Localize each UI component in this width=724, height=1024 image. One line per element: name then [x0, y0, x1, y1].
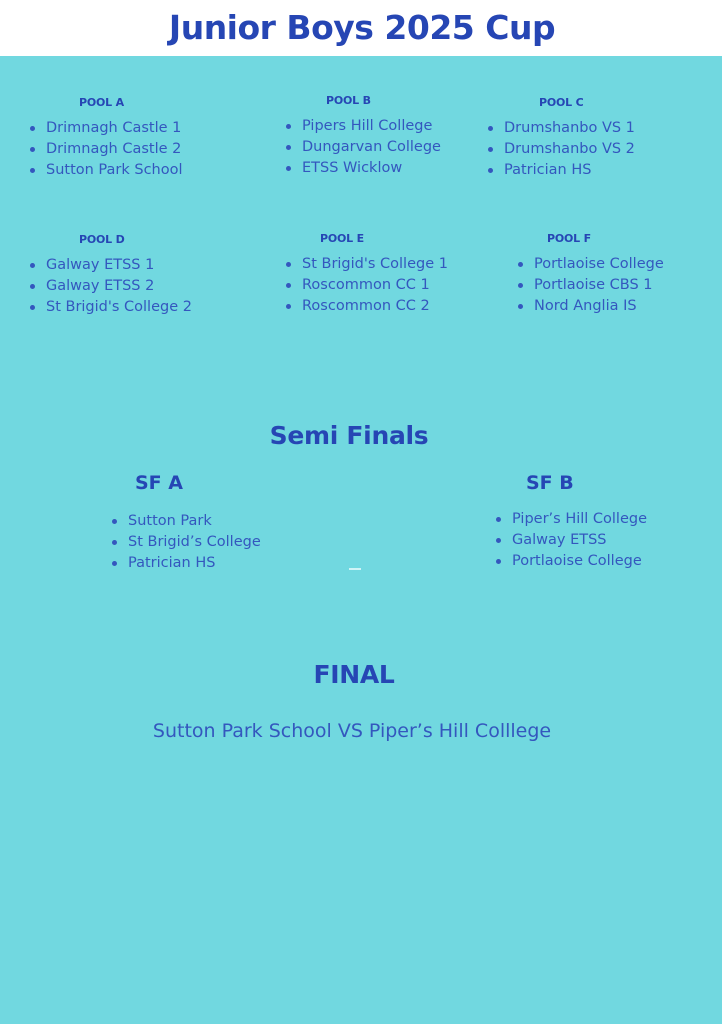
team-item: Galway ETSS [494, 530, 647, 551]
team-item: Galway ETSS 2 [28, 276, 192, 297]
sf-a-title: SF A [135, 472, 183, 494]
team-item: Drimnagh Castle 1 [28, 118, 183, 139]
sf-b-title: SF B [526, 472, 574, 494]
pool-f-teams [516, 254, 664, 317]
team-item: Patrician HS [110, 553, 261, 574]
team-item: St Brigid's College 2 [28, 297, 192, 318]
team-item: St Brigid’s College [110, 532, 261, 553]
semi-final-a [110, 471, 261, 574]
team-item: Dungarvan College [284, 137, 441, 158]
team-item: Portlaoise College [516, 254, 664, 275]
pool-f [516, 232, 664, 317]
final-match: Sutton Park School VS Piper’s Hill Colllege [152, 720, 552, 742]
header-bar [0, 0, 724, 56]
pool-d-title: POOL D [79, 233, 125, 246]
pool-b-title: POOL B [326, 94, 371, 107]
pool-f-title: POOL F [547, 232, 591, 245]
pool-c-title: POOL C [539, 96, 584, 109]
sf-b-teams [494, 509, 647, 572]
final-heading: FINAL [313, 660, 395, 689]
semi-final-b [494, 471, 647, 572]
team-item: Roscommon CC 1 [284, 275, 448, 296]
team-item: Drimnagh Castle 2 [28, 139, 183, 160]
semi-finals-heading: Semi Finals [269, 421, 429, 450]
pool-a-teams [28, 118, 183, 181]
team-item: Pipers Hill College [284, 116, 441, 137]
pool-e-teams [284, 254, 448, 317]
team-item: Roscommon CC 2 [284, 296, 448, 317]
pool-a-title: POOL A [79, 96, 124, 109]
decorative-mark [349, 568, 361, 570]
pool-d [28, 233, 192, 318]
team-item: ETSS Wicklow [284, 158, 441, 179]
pool-a [28, 96, 183, 181]
team-item: Portlaoise College [494, 551, 647, 572]
team-item: Portlaoise CBS 1 [516, 275, 664, 296]
pool-c-teams [486, 118, 635, 181]
pool-e [284, 232, 448, 317]
team-item: Patrician HS [486, 160, 635, 181]
team-item: Sutton Park School [28, 160, 183, 181]
team-item: Drumshanbo VS 2 [486, 139, 635, 160]
pool-c [486, 96, 635, 181]
pool-e-title: POOL E [320, 232, 364, 245]
team-item: St Brigid's College 1 [284, 254, 448, 275]
pool-d-teams [28, 255, 192, 318]
team-item: Drumshanbo VS 1 [486, 118, 635, 139]
team-item: Nord Anglia IS [516, 296, 664, 317]
page-title: Junior Boys 2025 Cup [168, 8, 556, 47]
sf-a-teams [110, 511, 261, 574]
team-item: Piper’s Hill College [494, 509, 647, 530]
team-item: Sutton Park [110, 511, 261, 532]
team-item: Galway ETSS 1 [28, 255, 192, 276]
pool-b [284, 94, 441, 179]
pool-b-teams [284, 116, 441, 179]
